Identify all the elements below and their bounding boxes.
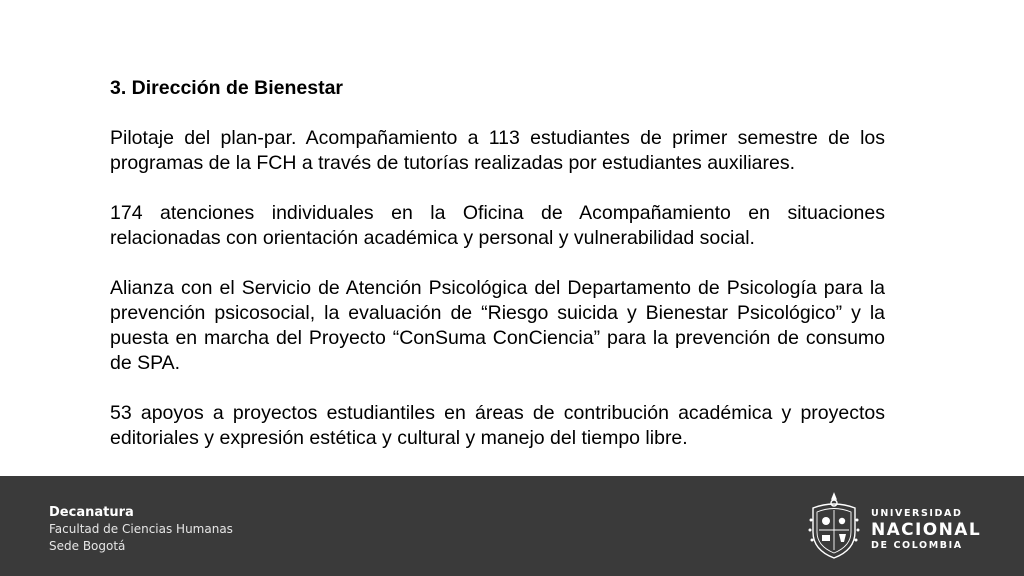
paragraph-alianza: Alianza con el Servicio de Atención Psicológica del Departamento de Psicología para la prevención psicosocial, la evaluación de “Riesgo suicida y Bienestar Psicológico” y la puesta en marcha del Proyecto “ConSuma ConCiencia” para la prevención de consumo de SPA. xyxy=(110,277,885,374)
paragraph-plan-par: Pilotaje del plan-par. Acompañamiento a 113 estudiantes de primer semestre de los programas de la FCH a través de tutorías realizadas por estudiantes auxiliares. xyxy=(110,127,885,174)
footer-title: Decanatura xyxy=(49,505,134,520)
paragraph-atenciones: 174 atenciones individuales en la Oficina de Acompañamiento en situaciones relacionadas con orientación académica y personal y vulnerabilidad social. xyxy=(110,202,885,249)
university-wordmark xyxy=(871,508,981,552)
wordmark-middle: NACIONAL xyxy=(871,520,982,540)
footer-faculty-info xyxy=(49,504,233,555)
university-seal-icon xyxy=(805,490,863,562)
footer-bar xyxy=(0,476,1024,576)
footer-faculty: Facultad de Ciencias Humanas xyxy=(49,522,233,536)
footer-campus: Sede Bogotá xyxy=(49,539,126,553)
section-heading: 3. Dirección de Bienestar xyxy=(110,77,344,99)
paragraph-apoyos: 53 apoyos a proyectos estudiantiles en áreas de contribución académica y proyectos editoriales y expresión estética y cultural y manejo del tiempo libre. xyxy=(110,402,885,449)
slide-content xyxy=(110,76,885,476)
wordmark-top: UNIVERSIDAD xyxy=(871,508,963,519)
university-logo xyxy=(805,490,995,564)
wordmark-bottom: DE COLOMBIA xyxy=(871,540,963,551)
